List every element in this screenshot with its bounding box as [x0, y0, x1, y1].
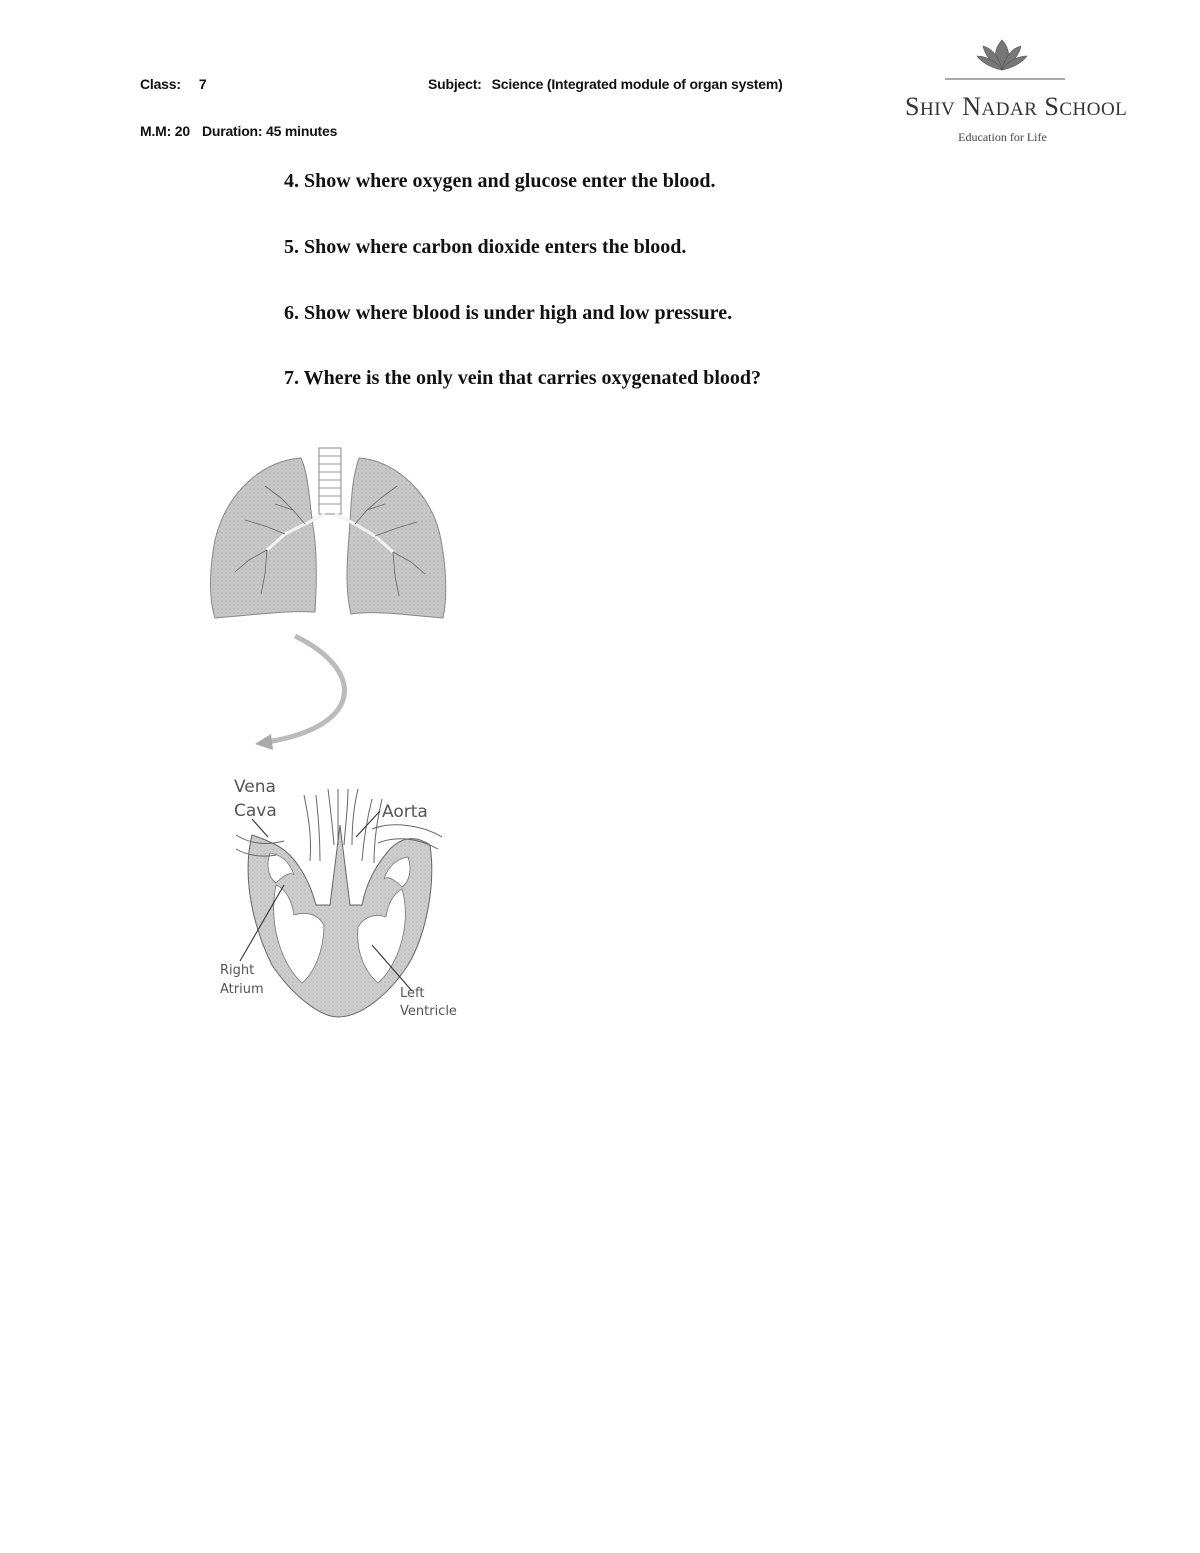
school-name: SHIV NADAR SCHOOL — [905, 92, 1128, 121]
subject-value: Science (Integrated module of organ system) — [491, 76, 783, 92]
question-7: 7. Where is the only vein that carries oxygenated blood? — [284, 367, 762, 389]
label-atrium: Atrium — [220, 982, 264, 997]
question-6: 6. Show where blood is under high and low pressure. — [284, 302, 733, 324]
label-cava: Cava — [234, 801, 277, 821]
question-4: 4. Show where oxygen and glucose enter the blood. — [284, 170, 716, 192]
trachea — [319, 448, 341, 514]
subject-label: Subject: — [428, 76, 482, 92]
lungs-diagram — [205, 440, 455, 630]
label-ventricle: Ventricle — [400, 1004, 457, 1019]
school-logo — [905, 34, 1128, 149]
label-vena: Vena — [234, 777, 276, 797]
label-left: Left — [400, 986, 425, 1001]
label-right: Right — [220, 963, 255, 978]
lotus-icon — [905, 34, 1100, 84]
question-5: 5. Show where carbon dioxide enters the blood. — [284, 236, 687, 258]
right-lung — [211, 458, 317, 618]
school-tagline: Education for Life — [958, 130, 1047, 144]
class-label: Class: — [140, 76, 181, 92]
class-info — [140, 76, 206, 92]
class-value: 7 — [198, 76, 207, 92]
heart-diagram — [212, 765, 477, 1030]
marks-duration-info — [140, 123, 337, 139]
duration: Duration: 45 minutes — [201, 123, 338, 139]
left-lung — [347, 458, 446, 618]
subject-info — [428, 76, 783, 92]
label-aorta: Aorta — [382, 802, 428, 822]
curved-arrow-icon — [245, 630, 375, 755]
max-marks: M.M: 20 — [140, 123, 190, 139]
